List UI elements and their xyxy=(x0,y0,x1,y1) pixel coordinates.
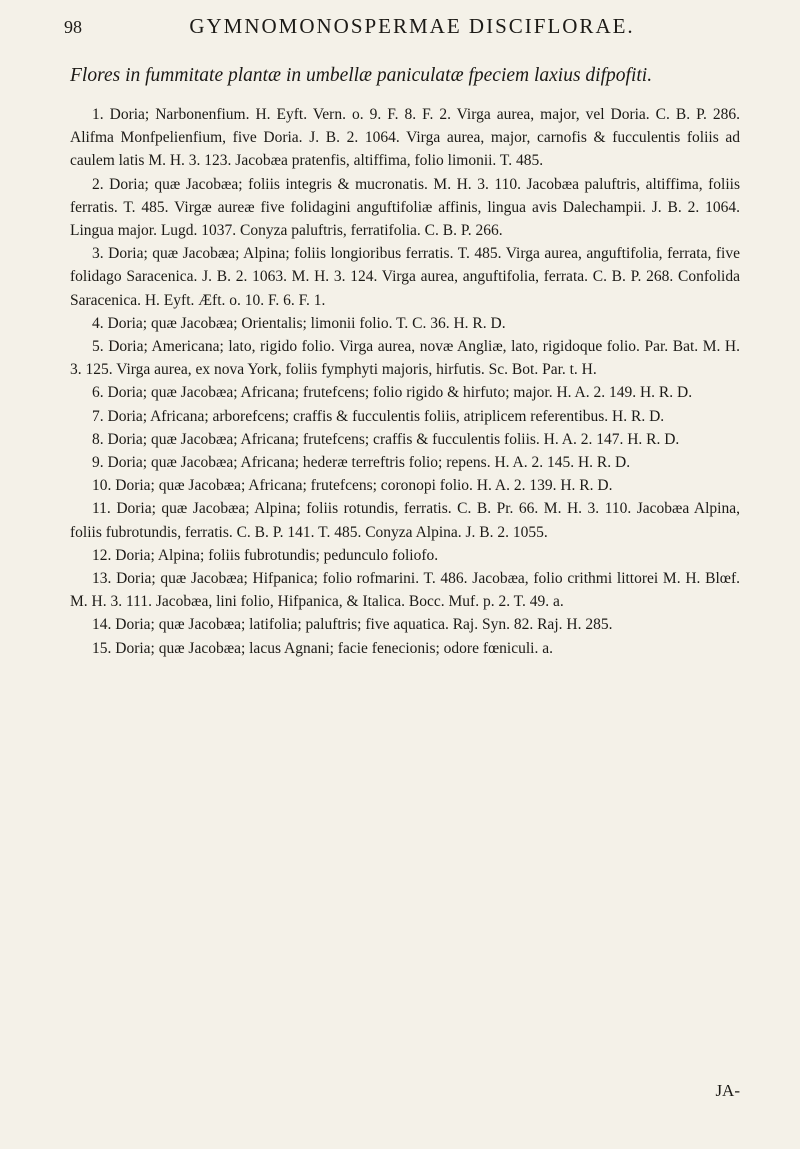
list-item: 6. Doria; quæ Jacobæa; Africana; frutefcens; folio rigido & hirfuto; major. H. A. 2. 149. H. R. D. xyxy=(92,384,693,402)
list-item: 10. Doria; quæ Jacobæa; Africana; frutefcens; coronopi folio. H. A. 2. 139. H. R. D. xyxy=(92,477,613,495)
section-heading: Flores in fummitate plantæ in umbellæ paniculatæ fpeciem laxius difpofiti. xyxy=(70,65,653,86)
list-item: 14. Doria; quæ Jacobæa; latifolia; paluftris; five aquatica. Raj. Syn. 82. Raj. H. 285. xyxy=(92,616,613,634)
catchword: JA- xyxy=(715,1081,740,1100)
list-item: 11. Doria; quæ Jacobæa; Alpina; foliis rotundis, ferratis. C. B. Pr. 66. M. H. 3. 110. Jacobæa Alpina, foliis fubrotundis, ferratis. C. B. P. 141. T. 485. Conyza Alpina. J. B. 2. 1055. xyxy=(70,500,740,541)
list-item: 13. Doria; quæ Jacobæa; Hifpanica; folio rofmarini. T. 486. Jacobæa, folio crithmi littorei M. H. Blœf. M. H. 3. 111. Jacobæa, lini folio, Hifpanica, & Italica. Bocc. Muf. p. 2. T. 49. a. xyxy=(70,570,740,611)
list-item: 9. Doria; quæ Jacobæa; Africana; hederæ terreftris folio; repens. H. A. 2. 145. H. R. D. xyxy=(92,454,631,472)
entry-list xyxy=(70,103,740,660)
list-item: 2. Doria; quæ Jacobæa; foliis integris & mucronatis. M. H. 3. 110. Jacobæa paluftris, altiffima, foliis ferratis. T. 485. Virgæ aureæ five folidagini anguftifoliæ affinis, lingua avis Dalechampii. J. B. 2. 1064. Lingua major. Lugd. 1037. Conyza paluftris, ferratifolia. C. B. P. 266. xyxy=(70,175,740,240)
list-item: 15. Doria; quæ Jacobæa; lacus Agnani; facie fenecionis; odore fœniculi. a. xyxy=(92,639,553,657)
list-item: 5. Doria; Americana; lato, rigido folio. Virga aurea, novæ Angliæ, lato, rigidoque folio. Par. Bat. M. H. 3. 125. Virga aurea, ex nova York, foliis fymphyti majoris, hirfutis. Sc. Bot. Par. t. H. xyxy=(70,338,740,379)
header-title: GYMNOMONOSPERMAE DISCIFLORAE. xyxy=(189,14,635,38)
list-item: 4. Doria; quæ Jacobæa; Orientalis; limonii folio. T. C. 36. H. R. D. xyxy=(92,314,506,332)
list-item: 12. Doria; Alpina; foliis fubrotundis; pedunculo foliofo. xyxy=(92,546,439,564)
list-item: 7. Doria; Africana; arborefcens; craffis & fucculentis foliis, atriplicem referentibus. H. R. D. xyxy=(92,407,665,425)
list-item: 1. Doria; Narbonenfium. H. Eyft. Vern. o. 9. F. 8. F. 2. Virga aurea, major, vel Doria. C. B. P. 286. Alifma Monfpelienfium, five Doria. J. B. 2. 1064. Virga aurea, major, carnofis & fucculentis foliis ad caulem latis M. H. 3. 123. Jacobæa pratenfis, altiffima, folio limonii. T. 485. xyxy=(70,106,740,170)
list-item: 8. Doria; quæ Jacobæa; Africana; frutefcens; craffis & fucculentis foliis. H. A. 2. 147. H. R. D. xyxy=(92,430,680,448)
running-head xyxy=(64,14,740,48)
list-item: 3. Doria; quæ Jacobæa; Alpina; foliis longioribus ferratis. T. 485. Virga aurea, anguftifolia, ferrata, five folidago Saracenica. J. B. 2. 1063. M. H. 3. 124. Virga aurea, anguftifolia, ferrata. C. B. P. 268. Confolida Saracenica. H. Eyft. Æft. o. 10. F. 6. F. 1. xyxy=(70,245,740,309)
page-number: 98 xyxy=(64,17,82,37)
